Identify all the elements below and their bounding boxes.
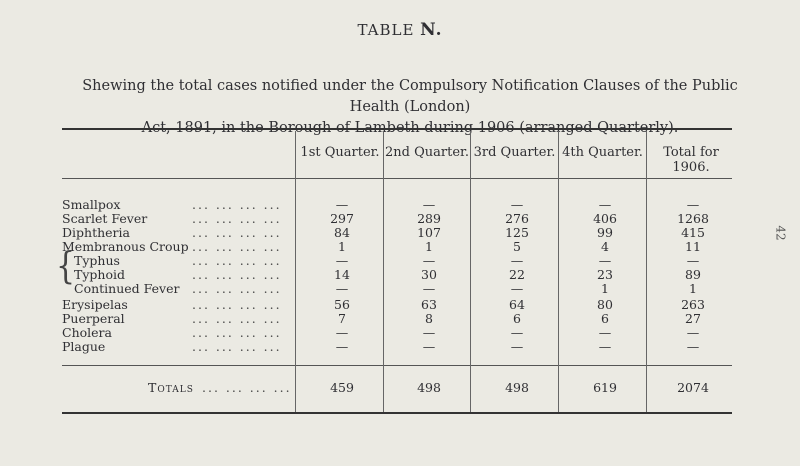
table-cell: 89 — [685, 267, 701, 282]
table-cell: 27 — [685, 311, 701, 326]
table-cell: 14 — [334, 267, 350, 282]
table-cell: 64 — [509, 297, 525, 312]
table-cell: 289 — [417, 211, 441, 226]
leader-dots: ... ... ... ... — [192, 311, 282, 326]
leader-dots: ... ... ... ... — [192, 239, 282, 254]
table-cell: — — [598, 325, 612, 340]
table-cell: — — [422, 253, 436, 268]
table-cell: 99 — [597, 225, 613, 240]
totals-row — [62, 380, 732, 396]
totals-q3: 498 — [505, 380, 529, 395]
table-cell: 1268 — [677, 211, 709, 226]
table-cell: 30 — [421, 267, 437, 282]
totals-rule — [62, 365, 732, 366]
table-cell: — — [335, 253, 349, 268]
table-cell: 297 — [330, 211, 354, 226]
table-cell: 1 — [425, 239, 433, 254]
table-cell: 415 — [681, 225, 705, 240]
page-number: 42 — [773, 225, 788, 241]
row-label: Typhoid — [74, 267, 125, 282]
leader-dots: ... ... ... ... — [192, 325, 282, 340]
row-label: Diphtheria — [62, 225, 130, 240]
table-cell: — — [422, 197, 436, 212]
table-cell: 125 — [505, 225, 529, 240]
table-cell: — — [335, 197, 349, 212]
column-header-q2: 2nd Quarter. — [385, 145, 469, 160]
column-header-q3: 3rd Quarter. — [473, 145, 556, 160]
table-cell: — — [598, 253, 612, 268]
table-cell: — — [686, 339, 700, 354]
table-row — [62, 339, 732, 355]
table-cell: — — [335, 339, 349, 354]
table-cell: — — [686, 253, 700, 268]
table-cell: — — [598, 197, 612, 212]
table-cell: 1 — [689, 281, 697, 296]
table-cell: 23 — [597, 267, 613, 282]
caption-line-2: Act, 1891, in the Borough of Lambeth during 1906 (arranged Quarterly). — [141, 120, 679, 136]
table-cell: 56 — [334, 297, 350, 312]
leader-dots: ... ... ... ... — [192, 267, 282, 282]
table-title — [0, 20, 800, 40]
column-header-q1: 1st Quarter. — [300, 145, 380, 160]
row-label: Smallpox — [62, 197, 121, 212]
column-header-total: Total for 1906. — [663, 145, 719, 175]
row-label: Erysipelas — [62, 297, 128, 312]
table-cell: 1 — [338, 239, 346, 254]
table-cell: — — [686, 197, 700, 212]
table-cell: 5 — [513, 239, 521, 254]
totals-q4: 619 — [593, 380, 617, 395]
table-cell: — — [422, 325, 436, 340]
table-cell: 80 — [597, 297, 613, 312]
table-cell: — — [510, 197, 524, 212]
row-label: Plague — [62, 339, 106, 354]
header-rule — [62, 178, 732, 179]
row-label: Typhus — [74, 253, 120, 268]
totals-label: Totals — [148, 380, 194, 395]
table-cell: 276 — [505, 211, 529, 226]
row-label: Membranous Croup — [62, 239, 189, 254]
leader-dots: ... ... ... ... — [192, 281, 282, 296]
table-cell: — — [422, 339, 436, 354]
table-cell: 6 — [601, 311, 609, 326]
row-label: Continued Fever — [74, 281, 180, 296]
table-cell: — — [335, 281, 349, 296]
table-cell: 107 — [417, 225, 441, 240]
table-cell: — — [510, 281, 524, 296]
leader-dots: ... ... ... ... — [192, 253, 282, 268]
table-row — [62, 281, 732, 297]
table-cell: 263 — [681, 297, 705, 312]
leader-dots: ... ... ... ... — [192, 197, 282, 212]
leader-dots: ... ... ... ... — [192, 297, 282, 312]
table-cell: 8 — [425, 311, 433, 326]
table-cell: — — [510, 253, 524, 268]
bottom-rule — [62, 412, 732, 414]
title-prefix: TABLE — [357, 21, 415, 39]
table-cell: — — [510, 325, 524, 340]
fever-group-brace: { — [56, 244, 76, 289]
totals-total: 2074 — [677, 380, 709, 395]
table-cell: — — [598, 339, 612, 354]
table-cell: — — [422, 281, 436, 296]
leader-dots: ... ... ... ... — [192, 225, 282, 240]
totals-q2: 498 — [417, 380, 441, 395]
row-label: Puerperal — [62, 311, 125, 326]
table-cell: — — [686, 325, 700, 340]
table-cell: 406 — [593, 211, 617, 226]
table-cell: 11 — [685, 239, 701, 254]
row-label: Cholera — [62, 325, 112, 340]
table-cell: 7 — [338, 311, 346, 326]
table-cell: 63 — [421, 297, 437, 312]
title-letter: N. — [420, 20, 443, 40]
table-cell: 84 — [334, 225, 350, 240]
table-cell: 6 — [513, 311, 521, 326]
table-cell: 1 — [601, 281, 609, 296]
column-header-q4: 4th Quarter. — [562, 145, 643, 160]
leader-dots: ... ... ... ... — [192, 339, 282, 354]
table-cell: 4 — [601, 239, 609, 254]
row-label: Scarlet Fever — [62, 211, 148, 226]
caption-line-1: Shewing the total cases notified under the Compulsory Notification Clauses of the Public Health (London) — [82, 78, 738, 115]
leader-dots: ... ... ... ... — [202, 380, 292, 395]
table-cell: 22 — [509, 267, 525, 282]
table-cell: — — [510, 339, 524, 354]
totals-q1: 459 — [330, 380, 354, 395]
leader-dots: ... ... ... ... — [192, 211, 282, 226]
table-cell: — — [335, 325, 349, 340]
top-rule — [62, 128, 732, 130]
